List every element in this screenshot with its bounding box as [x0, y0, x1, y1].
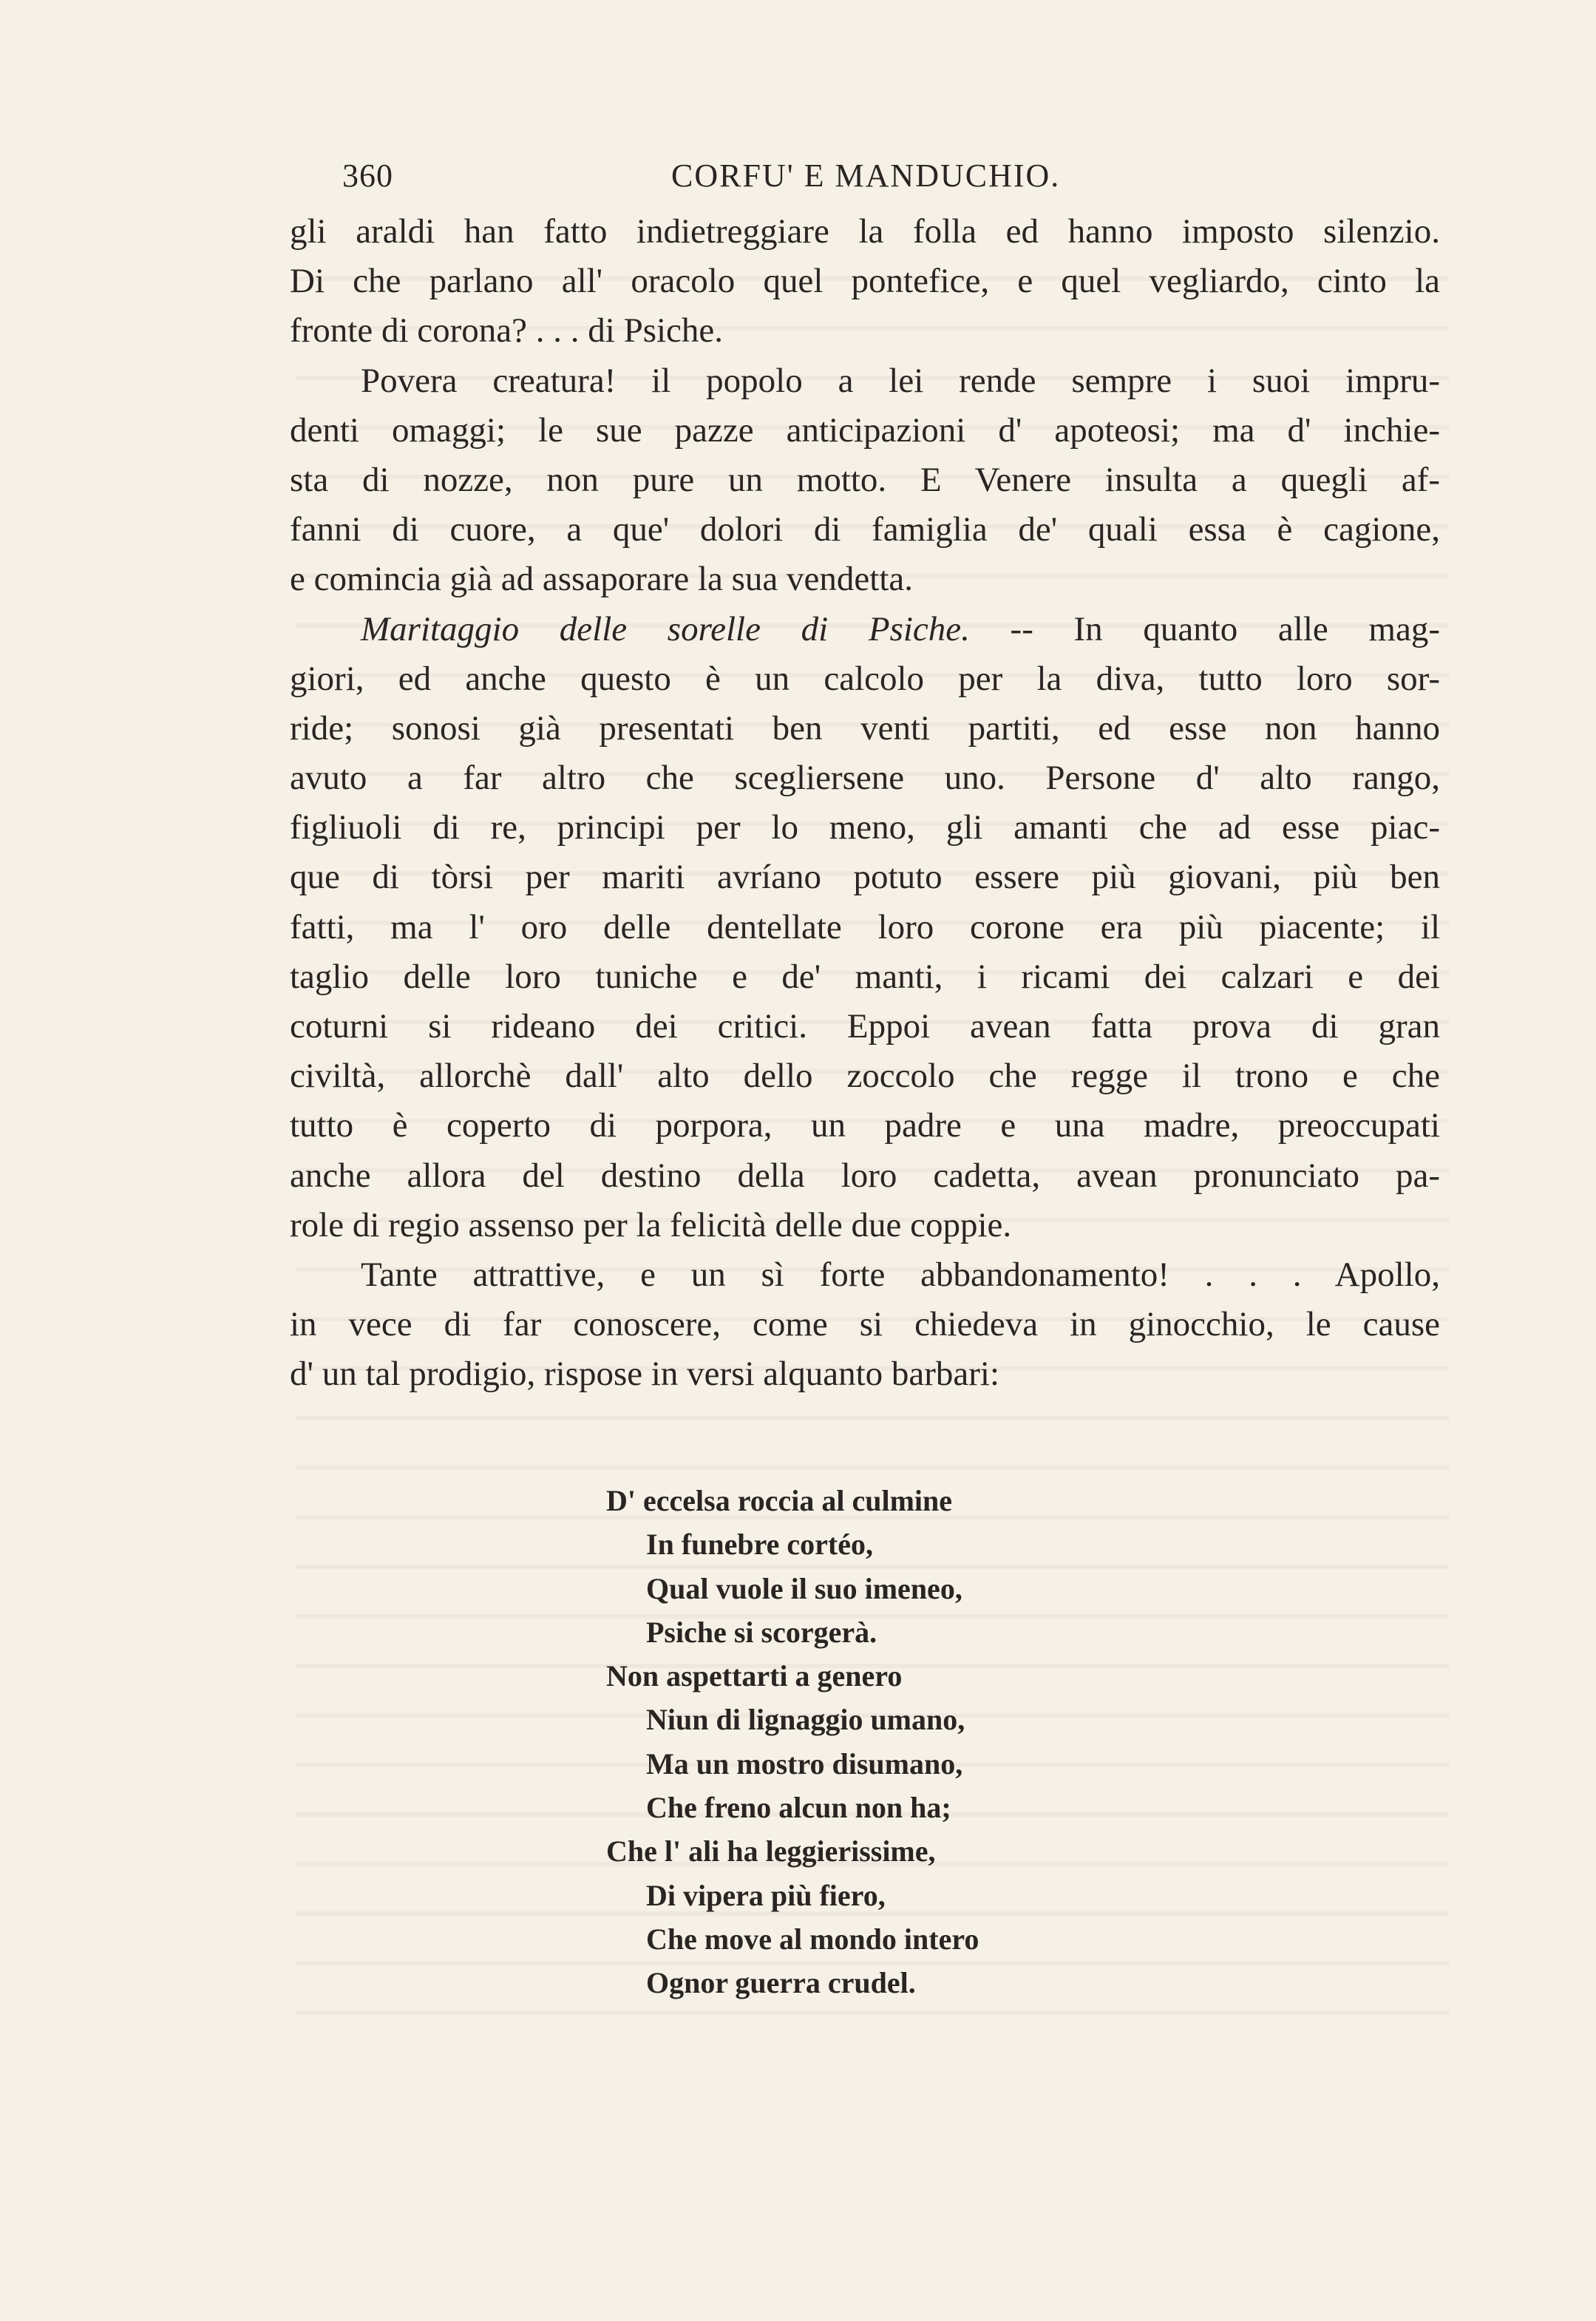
text-line [290, 455, 1440, 505]
text-line [290, 704, 1440, 753]
oracle-verse [606, 1479, 1198, 2005]
line-text: tutto è coperto di porpora, un padre e una madre, preoccupati [290, 1106, 1440, 1145]
line-text: taglio delle loro tuniche e de' manti, i ricami dei calzari e dei [290, 957, 1440, 996]
verse-line: In funebre cortéo, [646, 1528, 873, 1562]
text-line [290, 952, 1440, 1002]
text-line [290, 803, 1440, 853]
line-text: figliuoli di re, principi per lo meno, gli amanti che ad esse piac- [290, 808, 1440, 847]
line-text: e comincia già ad assaporare la sua vendetta. [290, 560, 913, 599]
line-text: giori, ed anche questo è un calcolo per la diva, tutto loro sor- [290, 659, 1440, 698]
text-line [290, 1002, 1440, 1051]
line-text: que di tòrsi per mariti avríano potuto essere più giovani, più ben [290, 858, 1440, 897]
verse-line: Che freno alcun non ha; [646, 1791, 951, 1825]
line-text: avuto a far altro che scegliersene uno. Persone d' alto rango, [290, 759, 1440, 798]
line-text: in vece di far conoscere, come si chiedeva in ginocchio, le cause [290, 1305, 1440, 1344]
text-line [290, 1201, 1440, 1250]
text-line [290, 207, 1440, 257]
paragraph [290, 356, 1440, 605]
text-line [290, 1349, 1440, 1399]
text-line [290, 555, 1440, 604]
line-text: role di regio assenso per la felicità delle due coppie. [290, 1205, 1012, 1244]
running-header [342, 157, 1436, 201]
line-text: Tante attrattive, e un sì forte abbandonamento! . . . Apollo, [361, 1255, 1440, 1294]
text-line [290, 753, 1440, 803]
line-text: Povera creatura! il popolo a lei rende sempre i suoi impru- [361, 361, 1440, 400]
line-text: civiltà, allorchè dall' alto dello zoccolo che regge il trono e che [290, 1057, 1440, 1096]
text-line [290, 406, 1440, 455]
line-text: fronte di corona? . . . di Psiche. [290, 311, 724, 350]
verse-line: D' eccelsa roccia al culmine [606, 1484, 953, 1517]
text-line [290, 1051, 1440, 1101]
line-text: sta di nozze, non pure un motto. E Venere insulta a quegli af- [290, 460, 1440, 499]
line-text: anche allora del destino della loro cadetta, avean pronunciato pa- [290, 1156, 1440, 1195]
verse-line: Ma un mostro disumano, [646, 1746, 963, 1780]
text-line [290, 654, 1440, 704]
verse-line: Qual vuole il suo imeneo, [646, 1571, 962, 1605]
running-title: CORFU' E MANDUCHIO. [671, 157, 1061, 194]
text-line [290, 1151, 1440, 1201]
line-text: coturni si rideano dei critici. Eppoi avean fatta prova di gran [290, 1007, 1440, 1046]
text-line [290, 356, 1440, 406]
text-line [290, 605, 1440, 654]
verse-line: Non aspettarti a genero [606, 1659, 903, 1693]
section-heading-italic: Maritaggio delle sorelle di Psiche. [361, 609, 970, 648]
text-line [290, 853, 1440, 902]
verse-line: Che l' ali ha leggierissime, [606, 1834, 936, 1868]
line-text: -- In quanto alle mag- [969, 609, 1441, 648]
prose-body [290, 207, 1440, 1400]
line-text: denti omaggi; le sue pazze anticipazioni d' apoteosi; ma d' inchie- [290, 410, 1440, 450]
paragraph [290, 207, 1440, 356]
line-text: d' un tal prodigio, rispose in versi alquanto barbari: [290, 1355, 1000, 1394]
text-line [290, 257, 1440, 306]
line-text: Di che parlano all' oracolo quel pontefice, e quel vegliardo, cinto la [290, 262, 1440, 301]
verse-line: Ognor guerra crudel. [646, 1966, 916, 2000]
line-text: fatti, ma l' oro delle dentellate loro corone era più piacente; il [290, 907, 1440, 946]
text-line [290, 505, 1440, 555]
verse-line: Di vipera più fiero, [646, 1878, 886, 1912]
text-line [290, 1250, 1440, 1300]
verse-line: Che move al mondo intero [646, 1922, 979, 1956]
paragraph [290, 605, 1440, 1250]
verse-line: Psiche si scorgerà. [646, 1615, 877, 1649]
verse-line: Niun di lignaggio umano, [646, 1703, 965, 1737]
text-line [290, 1101, 1440, 1151]
text-line [290, 1300, 1440, 1349]
line-text: gli araldi han fatto indietreggiare la folla ed hanno imposto silenzio. [290, 212, 1440, 251]
page-number: 360 [342, 157, 393, 194]
text-line [290, 903, 1440, 952]
line-text: ride; sonosi già presentati ben venti partiti, ed esse non hanno [290, 708, 1440, 748]
line-text: fanni di cuore, a que' dolori di famiglia de' quali essa è cagione, [290, 510, 1440, 549]
text-line [290, 306, 1440, 356]
paragraph [290, 1250, 1440, 1400]
